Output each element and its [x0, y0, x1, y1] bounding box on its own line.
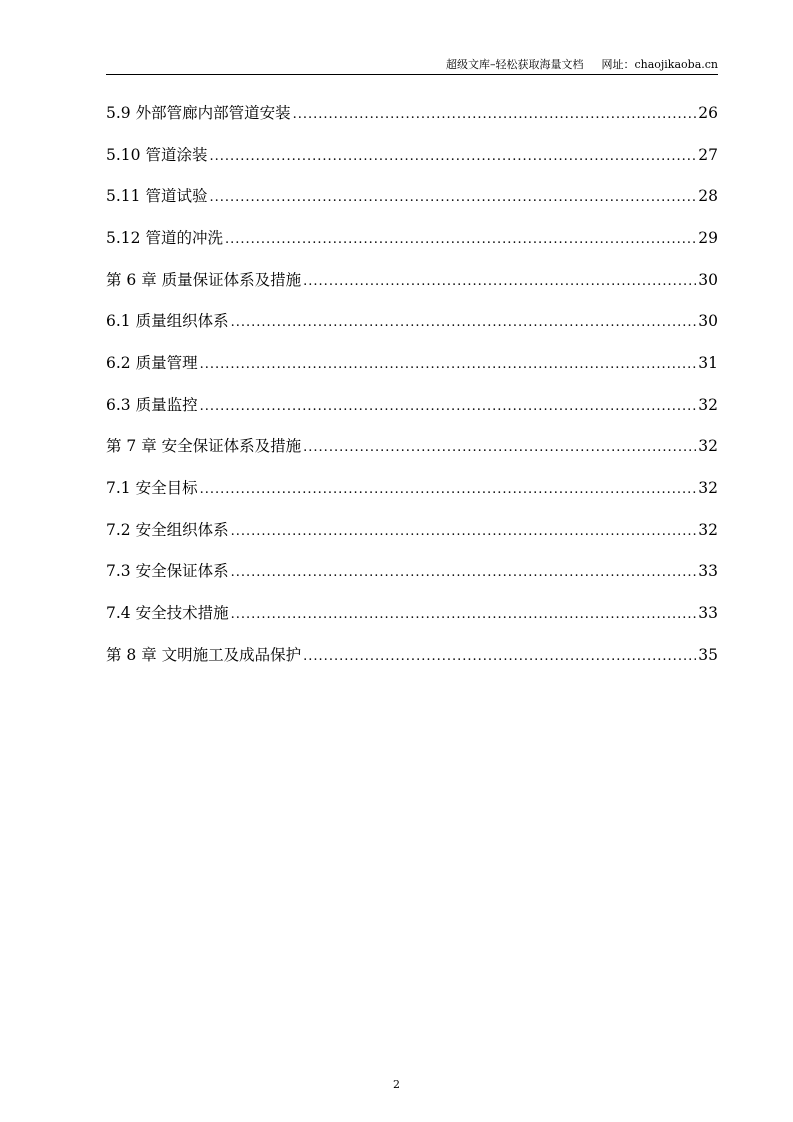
toc-entry-label: 6.3 质量监控: [106, 395, 198, 414]
toc-entry[interactable]: [106, 342, 718, 384]
toc-entry-page: 33: [698, 562, 718, 581]
toc-entry-label: 7.1 安全目标: [106, 479, 198, 498]
toc-entry[interactable]: [106, 300, 718, 342]
toc-entry-label: 5.9 外部管廊内部管道安装: [106, 103, 291, 122]
header-site-text: 超级文库–轻松获取海量文档: [445, 58, 584, 71]
page-header: [106, 56, 718, 74]
toc-dot-leader: [200, 480, 697, 500]
toc-entry[interactable]: [106, 384, 718, 426]
toc-dot-leader: [200, 355, 697, 375]
toc-entry-label: 5.11 管道试验: [106, 187, 208, 206]
toc-entry-page: 28: [698, 187, 718, 206]
toc-dot-leader: [231, 605, 697, 625]
header-rule: [106, 74, 718, 75]
table-of-contents: [106, 92, 718, 676]
page-number: 2: [393, 1078, 400, 1091]
toc-entry[interactable]: [106, 509, 718, 551]
toc-entry[interactable]: [106, 592, 718, 634]
toc-entry-page: 32: [698, 479, 718, 498]
toc-entry[interactable]: [106, 134, 718, 176]
toc-dot-leader: [293, 105, 697, 125]
toc-dot-leader: [231, 522, 697, 542]
toc-entry[interactable]: [106, 551, 718, 593]
toc-entry-label: 7.3 安全保证体系: [106, 562, 229, 581]
header-url-text: 网址：chaojikaoba.cn: [601, 58, 718, 71]
toc-entry-page: 35: [698, 645, 718, 664]
toc-dot-leader: [200, 397, 697, 417]
toc-dot-leader: [303, 438, 696, 458]
toc-dot-leader: [209, 147, 696, 167]
toc-entry-page: 32: [698, 395, 718, 414]
toc-entry-label: 5.12 管道的冲洗: [106, 228, 223, 247]
toc-entry-page: 33: [698, 604, 718, 623]
toc-entry[interactable]: [106, 175, 718, 217]
toc-dot-leader: [225, 230, 696, 250]
toc-entry-page: 29: [698, 228, 718, 247]
toc-entry-page: 32: [698, 520, 718, 539]
toc-dot-leader: [231, 563, 697, 583]
toc-entry-page: 26: [698, 103, 718, 122]
toc-dot-leader: [209, 188, 696, 208]
toc-dot-leader: [303, 272, 696, 292]
toc-entry-page: 30: [698, 312, 718, 331]
toc-entry-page: 30: [698, 270, 718, 289]
toc-entry[interactable]: [106, 217, 718, 259]
toc-entry-label: 5.10 管道涂装: [106, 145, 208, 164]
toc-dot-leader: [303, 647, 696, 667]
toc-entry-page: 32: [698, 437, 718, 456]
toc-entry[interactable]: [106, 634, 718, 676]
toc-entry-label: 第 7 章 安全保证体系及措施: [106, 437, 302, 456]
toc-dot-leader: [231, 313, 697, 333]
toc-entry[interactable]: [106, 426, 718, 468]
toc-entry-page: 27: [698, 145, 718, 164]
toc-entry-label: 第 6 章 质量保证体系及措施: [106, 270, 302, 289]
toc-entry[interactable]: [106, 467, 718, 509]
toc-entry-label: 7.4 安全技术措施: [106, 604, 229, 623]
toc-entry-label: 6.2 质量管理: [106, 353, 198, 372]
toc-entry-label: 7.2 安全组织体系: [106, 520, 229, 539]
toc-entry-label: 第 8 章 文明施工及成品保护: [106, 645, 302, 664]
toc-entry[interactable]: [106, 259, 718, 301]
toc-entry[interactable]: [106, 92, 718, 134]
toc-entry-page: 31: [698, 353, 718, 372]
toc-entry-label: 6.1 质量组织体系: [106, 312, 229, 331]
